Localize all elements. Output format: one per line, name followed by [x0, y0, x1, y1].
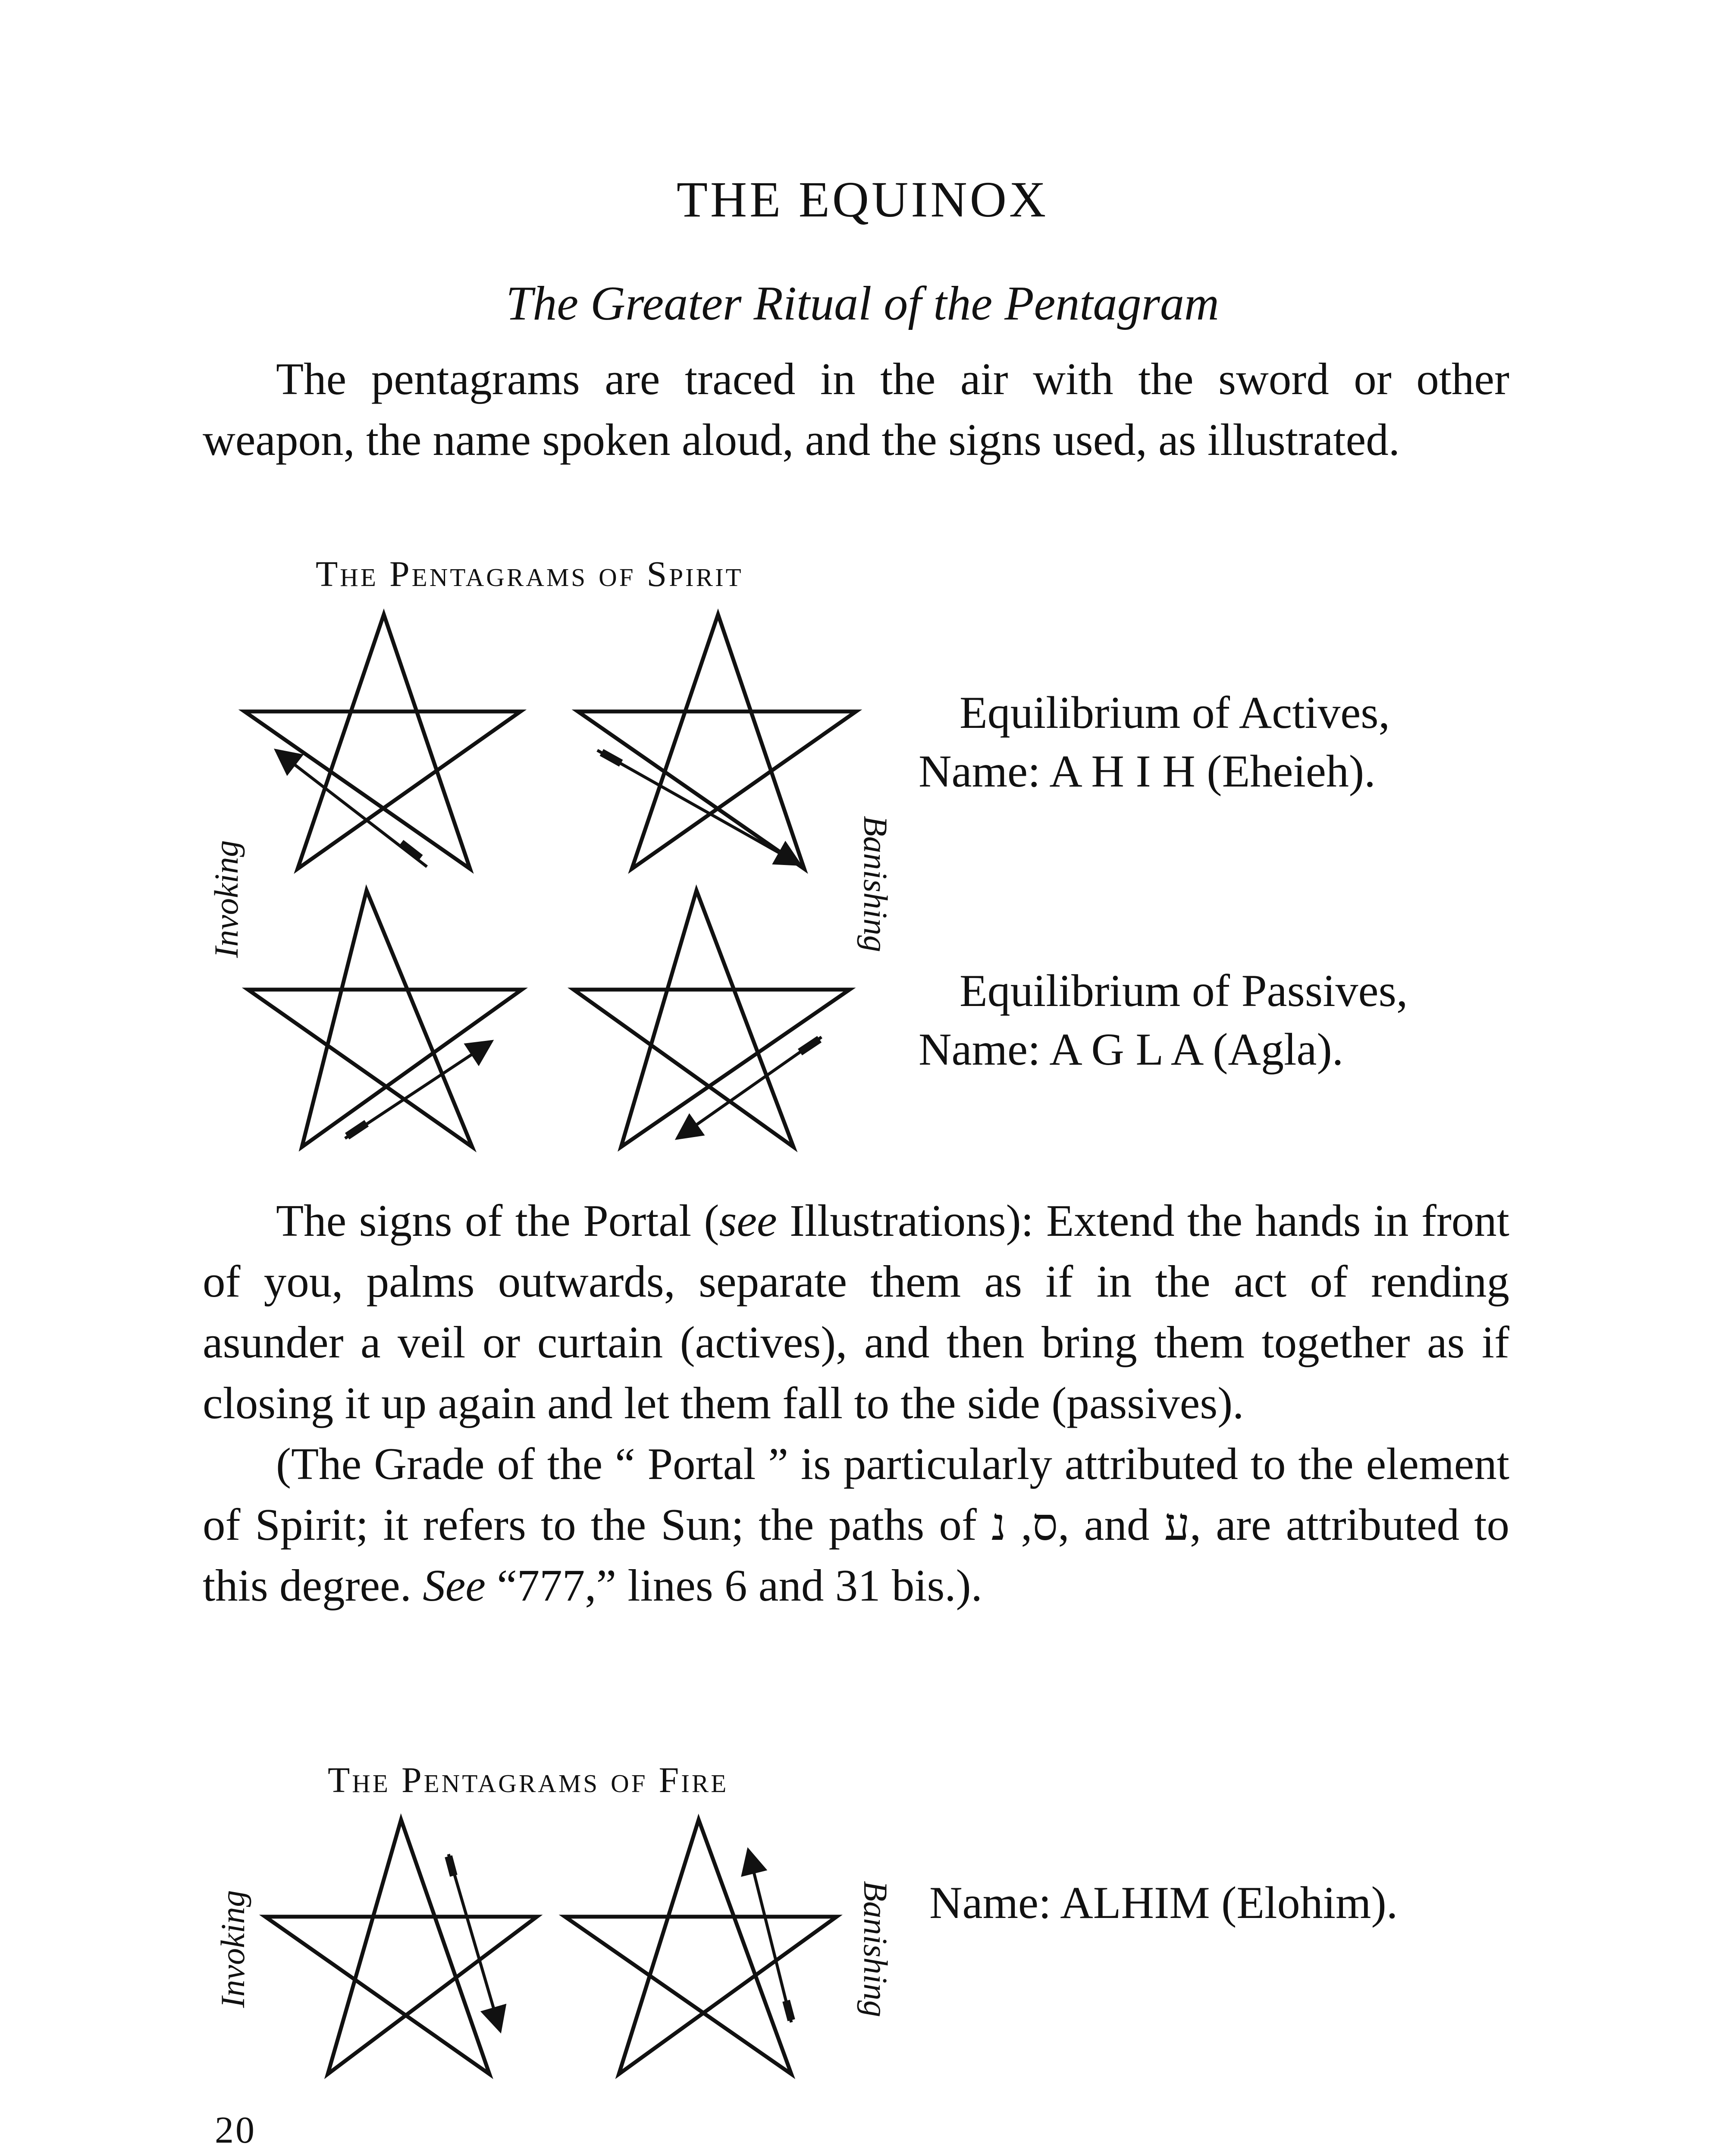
passives-line1: Equilibrium of Passives,: [960, 965, 1408, 1016]
arrow-fletching: [347, 1123, 367, 1136]
fire-invoking-pentagram: [265, 1820, 537, 2074]
spirit-caption-text: The Pentagrams of Spirit: [316, 554, 743, 594]
fire-banishing-arrow: [748, 1850, 791, 2022]
fire-invoking-arrow: [448, 1854, 500, 2031]
page-number: 20: [215, 2109, 256, 2151]
spirit-banishing-lower-pentagram: [574, 890, 850, 1147]
fire-banishing-label: Banishing: [857, 1880, 894, 2018]
fire-invoking-label: Invoking: [214, 1890, 251, 2008]
grade-text-2: are attributed to this degree.: [203, 1499, 1510, 1611]
portal-text-2: Illustrations): Extend the hands in front of you, palms outwards, separate them as if in the act of rending asunder a veil or curtain (actives), and then bring them together as if closing it up again and let them fall to the side (passives).: [203, 1195, 1509, 1428]
portal-see: see: [719, 1195, 777, 1246]
grade-paragraph: [203, 1433, 1509, 1616]
spirit-invoking-upper-pentagram: [245, 614, 521, 869]
fire-name-block: [929, 1874, 1398, 1932]
portal-section: [203, 1190, 1509, 1616]
fire-banishing-pentagram: [565, 1820, 837, 2074]
spirit-banishing-label: Banishing: [857, 815, 894, 953]
fire-caption-text: The Pentagrams of Fire: [328, 1760, 729, 1800]
spirit-invoking-lower-arrow: [345, 1041, 492, 1138]
fire-name-line: Name: ALHIM (Elohim).: [929, 1877, 1398, 1928]
arrow-fletching: [448, 1856, 454, 1876]
spirit-invoking-lower-pentagram: [248, 890, 522, 1147]
portal-paragraph: [203, 1190, 1509, 1433]
spirit-banishing-lower-arrow: [677, 1037, 822, 1138]
grade-text-1: (The Grade of the “ Portal ” is particularly attributed to the element of Spirit; it refers to the Sun; the paths of: [203, 1438, 1509, 1550]
grade-see: See: [423, 1560, 486, 1611]
actives-line1: Equilibrium of Actives,: [960, 687, 1390, 738]
passives-line2: Name: A G L A (Agla).: [919, 1024, 1344, 1075]
grade-text-3: “777,” lines 6 and 31 bis.).: [485, 1560, 982, 1611]
running-head: THE EQUINOX: [676, 171, 1049, 228]
actives-block: [919, 683, 1390, 801]
spirit-banishing-upper-pentagram: [578, 614, 856, 869]
section-title: The Greater Ritual of the Pentagram: [506, 277, 1219, 330]
actives-line2: Name: A H I H (Eheieh).: [919, 746, 1376, 796]
arrow-fletching: [800, 1039, 819, 1052]
arrow-fletching: [602, 752, 621, 763]
spirit-invoking-label: Invoking: [207, 840, 245, 958]
arrow-fletching: [786, 2001, 791, 2020]
hebrew-letters: ס, נ, and ע,: [991, 1499, 1201, 1550]
portal-text-1: The signs of the Portal (: [276, 1195, 719, 1246]
intro-text: The pentagrams are traced in the air with the sword or other weapon, the name spoken aloud, and the signs used, as illustrated.: [203, 354, 1509, 465]
passives-block: [919, 962, 1408, 1079]
fire-caption: [328, 1759, 728, 1801]
